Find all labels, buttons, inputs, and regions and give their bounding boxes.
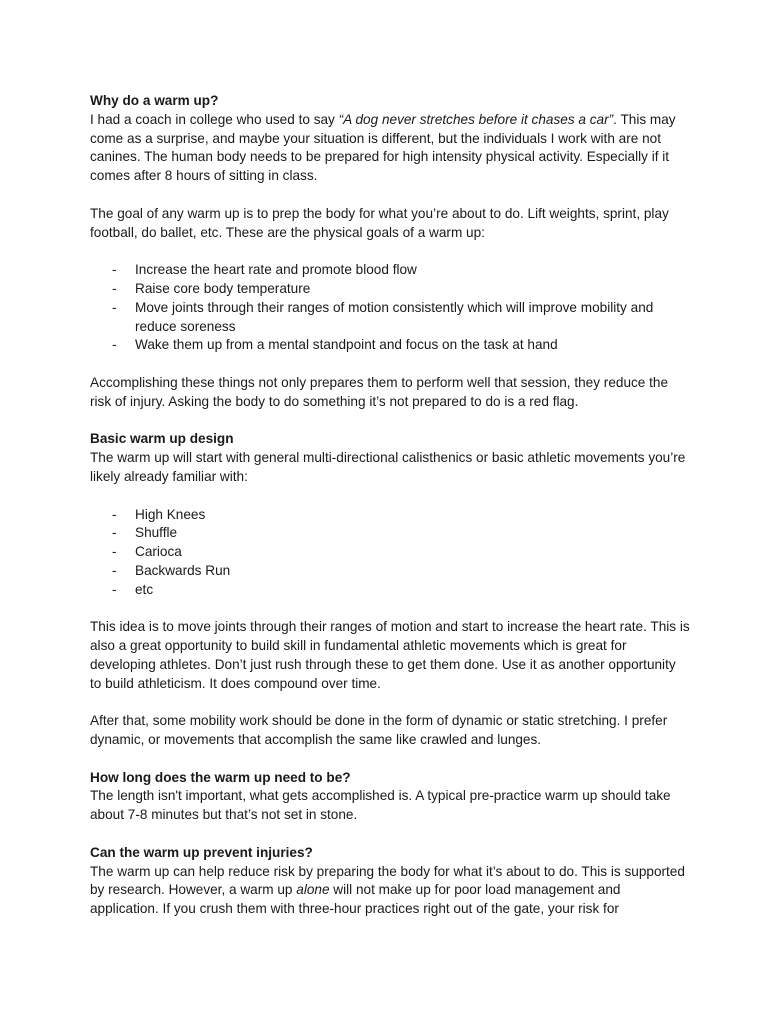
paragraph-length: The length isn't important, what gets accomplished is. A typical pre-practice warm up should take about 7-8 minutes but that’s not set in stone. [90,788,671,823]
paragraph-reduce-risk [90,863,690,919]
text-run: The warm up can help reduce risk by preparing the body for what it’s about to do. This is supported by research. However, a warm up [90,863,685,898]
list-item-text: Increase the heart rate and promote blood flow [135,262,417,278]
text-run: . This may come as a surprise, and maybe your situation is different, but the individuals I work with are not canines. The human body needs to be prepared for high intensity physical activity. Especially if it comes after 8 hours of sitting in class. [90,111,676,184]
dash-bullet: - [112,544,117,560]
paragraph-goal: The goal of any warm up is to prep the body for what you’re about to do. Lift weights, sprint, play football, do ballet, etc. These are the physical goals of a warm up: [90,205,669,240]
paragraph-warm-up-start: The warm up will start with general multi-directional calisthenics or basic athletic movements you’re likely already familiar with: [90,450,686,484]
text-run: will not make up for poor load management and application. If you crush them with three-hour practices right out of the gate, your risk for [90,882,621,917]
heading-why-warm-up: Why do a warm up? [90,93,219,108]
move-list-item [90,543,690,562]
quote-text: “A dog never stretches before it chases a car” [338,111,614,127]
list-item-text: Carioca [135,544,182,560]
text-run: I had a coach in college who used to say [90,111,339,127]
document-page [90,92,690,919]
dash-bullet: - [112,337,117,353]
dash-bullet: - [112,581,117,597]
heading-basic-design: Basic warm up design [90,431,234,447]
heading-prevent-injuries: Can the warm up prevent injuries? [90,844,313,860]
goal-list-item [90,299,690,337]
paragraph-idea: This idea is to move joints through their ranges of motion and start to increase the heart rate. This is also a great opportunity to build skill in fundamental athletic movements which is great for developing athletes. Don’t just rush through these to get them done. Use it as another opportunity to build athleticism. It does compound over time. [90,619,690,691]
move-list-item [90,581,690,600]
dash-bullet: - [112,525,117,541]
dash-bullet: - [112,562,117,578]
list-item-text: High Knees [135,506,206,522]
list-item-text: etc [135,581,154,597]
moves-list [90,506,690,600]
goal-list-item [90,336,690,355]
goal-list-item [90,280,690,299]
move-list-item [90,524,690,543]
heading-how-long: How long does the warm up need to be? [90,769,351,785]
goals-list [90,261,690,355]
list-item-text: Raise core body temperature [135,280,311,296]
paragraph-mobility: After that, some mobility work should be done in the form of dynamic or static stretching. I prefer dynamic, or movements that accomplish the same like crawled and lunges. [90,713,668,748]
dash-bullet: - [112,299,117,315]
paragraph-accomplishing: Accomplishing these things not only prepares them to perform well that session, they reduce the risk of injury. Asking the body to do something it’s not prepared to do is a red flag. [90,374,669,409]
dash-bullet: - [112,506,117,522]
list-item-text: Shuffle [135,525,178,541]
move-list-item [90,506,690,525]
paragraph-coach-quote [90,111,690,186]
list-item-text: Wake them up from a mental standpoint and focus on the task at hand [135,337,558,353]
goal-list-item [90,261,690,280]
move-list-item [90,562,690,581]
list-item-text: Move joints through their ranges of motion consistently which will improve mobility and reduce soreness [135,299,654,334]
dash-bullet: - [112,280,117,296]
emphasis-alone: alone [296,882,330,898]
dash-bullet: - [112,262,117,278]
list-item-text: Backwards Run [135,562,231,578]
